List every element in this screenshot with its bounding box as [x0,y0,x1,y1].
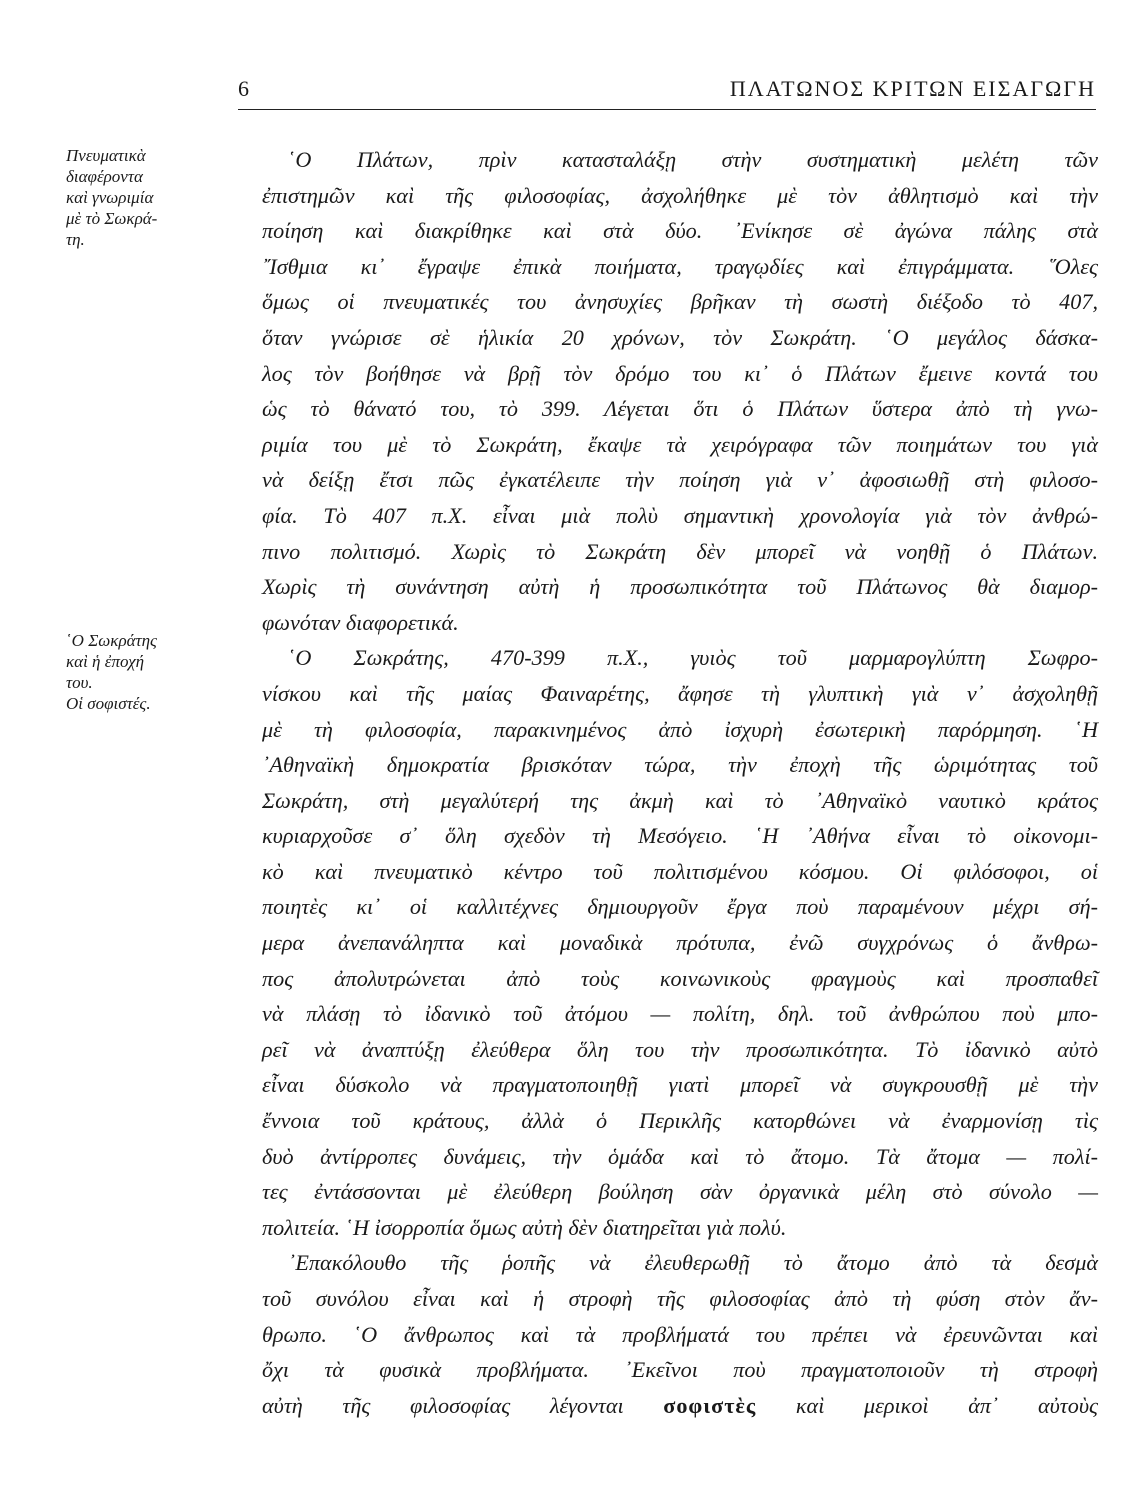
margin-note-line: Πνευματικὰ [66,146,146,165]
text-line: τοῦ συνόλου εἶναι καὶ ἡ στροφὴ τῆς φιλοσοφίας ἀπὸ τὴ φύση στὸν ἄν- [262,1286,1098,1311]
margin-note-line: διαφέροντα [66,167,143,186]
text-line: ὄχι τὰ φυσικὰ προβλήματα. ᾿Εκεῖνοι ποὺ πραγματοποιοῦν τὴ στροφὴ [262,1357,1098,1383]
text-line: ἔννοια τοῦ κράτους, ἀλλὰ ὁ Περικλῆς κατορθώνει νὰ ἐναρμονίσῃ τὶς [262,1108,1098,1134]
text-line: πολιτεία. ῾Η ἰσορροπία ὅμως αὐτὴ δὲν διατηρεῖται γιὰ πολύ. [262,1214,787,1240]
margin-note-line: καὶ γνωριμία [66,188,154,207]
margin-note-line: καὶ ἡ ἐποχή [66,652,145,671]
text-line: ῾Ο Σωκράτης, 470-399 π.Χ., γυιὸς τοῦ μαρμαρογλύπτη Σωφρο- [288,645,1098,671]
text-line: ᾿Αθηναϊκὴ δημοκρατία βρισκόταν τώρα, τὴν ἐποχὴ τῆς ὡριμότητας τοῦ [262,752,1098,778]
text-line: νὰ δείξῃ ἔτσι πῶς ἐγκατέλειπε τὴν ποίηση γιὰ ν᾿ ἀφοσιωθῇ στὴ φιλοσο- [262,467,1098,493]
paragraph-plato [262,142,1098,640]
text-line: μερα ἀνεπανάληπτα καὶ μοναδικὰ πρότυπα, ἐνῶ συγχρόνως ὁ ἄνθρω- [262,930,1098,956]
text-line: ποίηση καὶ διακρίθηκε καὶ στὰ δύο. ᾿Ενίκησε σὲ ἀγώνα πάλης στὰ [262,218,1098,244]
margin-note-line: τη. [66,230,85,249]
text-line: λος τὸν βοήθησε νὰ βρῇ τὸν δρόμο του κι᾿ ὁ Πλάτων ἔμεινε κοντά του [262,360,1098,386]
text-line: νὰ πλάσῃ τὸ ἰδανικὸ τοῦ ἀτόμου — πολίτη, δηλ. τοῦ ἀνθρώπου ποὺ μπο- [262,1001,1098,1027]
text-line: Σωκράτη, στὴ μεγαλύτερή της ἀκμὴ καὶ τὸ ᾿Αθηναϊκὸ ναυτικὸ κράτος [262,787,1098,813]
text-line: Χωρὶς τὴ συνάντηση αὐτὴ ἡ προσωπικότητα τοῦ Πλάτωνος θὰ διαμορ- [262,574,1098,600]
margin-note-line: ῾Ο Σωκράτης [66,631,157,650]
page-number: 6 [238,76,249,101]
bold-term-sophists: σοφιστὲς [663,1392,757,1418]
text-line: ὅμως οἱ πνευματικές του ἀνησυχίες βρῆκαν τὴ σωστὴ διέξοδο τὸ 407, [262,289,1098,315]
text-line: φωνόταν διαφορετικά. [262,609,459,635]
margin-note-line: Οἱ σοφιστές. [66,694,151,713]
text-line: πος ἀπολυτρώνεται ἀπὸ τοὺς κοινωνικοὺς φραγμοὺς καὶ προσπαθεῖ [262,965,1098,991]
margin-note-socrates-era [66,630,216,714]
text-line: πινο πολιτισμό. Χωρὶς τὸ Σωκράτη δὲν μπορεῖ νὰ νοηθῇ ὁ Πλάτων. [262,538,1098,564]
text-line: ποιητὲς κι᾿ οἱ καλλιτέχνες δημιουργοῦν ἔργα ποὺ παραμένουν μέχρι σή- [262,894,1098,920]
text-line-with-bold-term [262,1388,1098,1424]
text-line: μὲ τὴ φιλοσοφία, παρακινημένος ἀπὸ ἰσχυρὴ ἐσωτερικὴ παρόρμηση. ῾Η [262,716,1098,742]
running-title: ΠΛΑΤΩΝΟΣ ΚΡΙΤΩΝ ΕΙΣΑΓΩΓΗ [729,76,1096,101]
text-line: ὅταν γνώρισε σὲ ἡλικία 20 χρόνων, τὸν Σωκράτη. ῾Ο μεγάλος δάσκα- [262,324,1098,350]
text-line: ῾Ο Πλάτων, πρὶν κατασταλάξῃ στὴν συστηματικὴ μελέτη τῶν [288,147,1098,172]
text-line: ῎Ισθμια κι᾿ ἔγραψε ἐπικὰ ποιήματα, τραγῳδίες καὶ ἐπιγράμματα. ῞Ολες [262,253,1098,279]
text-fragment: καὶ μερικοὶ ἀπ᾿ αὐτοὺς [795,1392,1099,1418]
text-line: εἶναι δύσκολο νὰ πραγματοποιηθῇ γιατὶ μπορεῖ νὰ συγκρουσθῇ μὲ τὴν [262,1072,1098,1098]
text-line: κὸ καὶ πνευματικὸ κέντρο τοῦ πολιτισμένου κόσμου. Οἱ φιλόσοφοι, οἱ [262,858,1098,884]
paragraph-socrates [262,640,1098,1245]
margin-note-line: μὲ τὸ Σωκρά- [66,209,158,228]
text-line: φία. Τὸ 407 π.Χ. εἶναι μιὰ πολὺ σημαντικὴ χρονολογία γιὰ τὸν ἀνθρώ- [262,502,1098,528]
text-fragment: αὐτὴ τῆς φιλοσοφίας λέγονται [262,1392,624,1418]
text-line: νίσκου καὶ τῆς μαίας Φαιναρέτης, ἄφησε τὴ γλυπτικὴ γιὰ ν᾿ ἀσχοληθῇ [262,680,1098,706]
body-text [262,142,1098,1423]
text-line: ᾿Επακόλουθο τῆς ῥοπῆς νὰ ἐλευθερωθῇ τὸ ἄτομο ἀπὸ τὰ δεσμὰ [288,1250,1098,1276]
text-line: θρωπο. ῾Ο ἄνθρωπος καὶ τὰ προβλήματά του πρέπει νὰ ἐρευνῶνται καὶ [262,1321,1098,1347]
text-line: δυὸ ἀντίρροπες δυνάμεις, τὴν ὁμάδα καὶ τὸ ἄτομο. Τὰ ἄτομα — πολί- [262,1143,1098,1169]
text-line: ριμία του μὲ τὸ Σωκράτη, ἔκαψε τὰ χειρόγραφα τῶν ποιημάτων του γιὰ [262,431,1098,457]
margin-note-line: του. [66,673,93,692]
margin-note-intellectual-interests [66,145,216,250]
text-line: τες ἐντάσσονται μὲ ἐλεύθερη βούληση σὰν ὀργανικὰ μέλη στὸ σύνολο — [262,1179,1098,1205]
text-line: ἐπιστημῶν καὶ τῆς φιλοσοφίας, ἀσχολήθηκε μὲ τὸν ἀθλητισμὸ καὶ τὴν [262,182,1098,208]
text-line: ὡς τὸ θάνατό του, τὸ 399. Λέγεται ὅτι ὁ Πλάτων ὕστερα ἀπὸ τὴ γνω- [262,396,1098,422]
header-rule [238,109,1096,110]
text-line: ρεῖ νὰ ἀναπτύξῃ ἐλεύθερα ὅλη του τὴν προσωπικότητα. Τὸ ἰδανικὸ αὐτὸ [262,1036,1098,1062]
paragraph-sophists [262,1245,1098,1423]
text-line: κυριαρχοῦσε σ᾿ ὅλη σχεδὸν τὴ Μεσόγειο. ῾Η ᾿Αθήνα εἶναι τὸ οἰκονομι- [262,823,1098,849]
